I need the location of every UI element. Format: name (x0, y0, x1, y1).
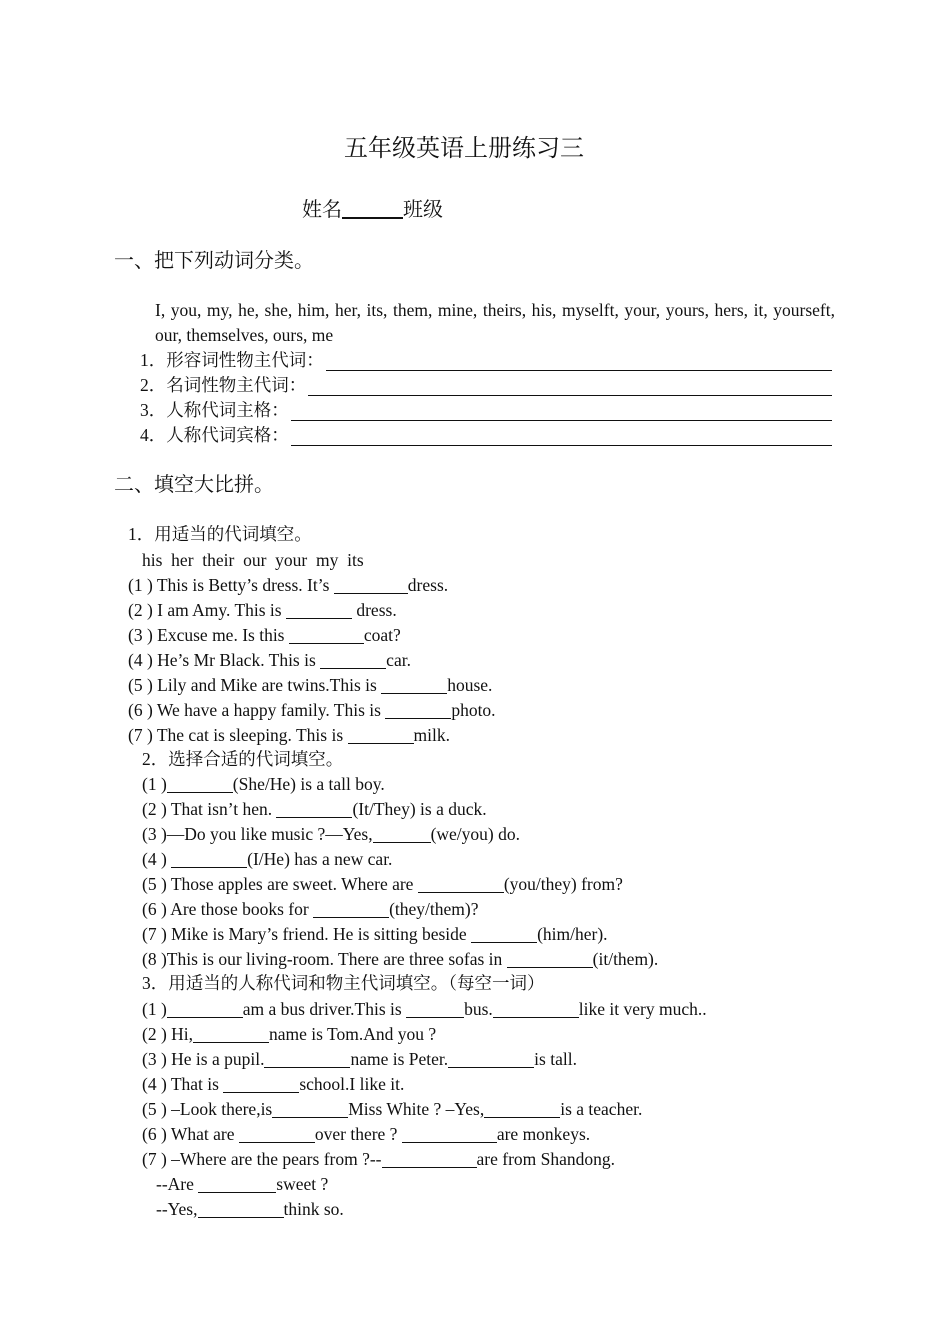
category-subject-pronoun: 3．人称代词主格： (140, 399, 832, 421)
category-adjective-possessive: 1．形容词性物主代词： (140, 349, 832, 371)
answer-blank[interactable] (289, 625, 364, 644)
list-item: (2 ) That isn’t hen. (It/They) is a duck. (142, 799, 487, 819)
list-item: (4 ) He’s Mr Black. This is car. (128, 650, 411, 670)
list-item: --Yes, think so. (156, 1199, 344, 1219)
list-item: (2 ) Hi, name is Tom.And you ? (142, 1024, 437, 1044)
category-blank[interactable] (291, 429, 832, 446)
answer-blank[interactable] (198, 1199, 284, 1218)
answer-blank[interactable] (171, 849, 247, 868)
answer-blank[interactable] (484, 1099, 560, 1118)
list-item: --Are sweet ? (156, 1174, 329, 1194)
list-item: (1 ) am a bus driver.This is bus. like it very much.. (142, 999, 707, 1019)
category-blank[interactable] (308, 379, 832, 396)
list-item: (4 ) That is school.I like it. (142, 1074, 405, 1094)
list-item: (2 ) I am Amy. This is dress. (128, 600, 397, 620)
list-item: (3 ) Excuse me. Is this coat? (128, 625, 401, 645)
list-item: (6 ) Are those books for (they/them)? (142, 899, 479, 919)
answer-blank[interactable] (223, 1074, 299, 1093)
answer-blank[interactable] (348, 725, 414, 744)
list-item: (6 ) We have a happy family. This is photo. (128, 700, 496, 720)
section1-heading: 一、把下列动词分类。 (114, 250, 314, 272)
list-item: (5 ) Those apples are sweet. Where are (you/they) from? (142, 874, 623, 894)
answer-blank[interactable] (264, 1049, 350, 1068)
name-label: 姓名 (302, 199, 342, 221)
answer-blank[interactable] (382, 1149, 477, 1168)
part2-heading: 2．选择合适的代词填空。 (142, 749, 344, 769)
list-item: (1 ) This is Betty’s dress. It’s dress. (128, 575, 449, 595)
answer-blank[interactable] (239, 1124, 315, 1143)
list-item: (5 ) Lily and Mike are twins.This is house. (128, 675, 493, 695)
list-item: (3 )—Do you like music ?—Yes, (we/you) do. (142, 824, 521, 844)
answer-blank[interactable] (507, 949, 593, 968)
part1-heading: 1．用适当的代词填空。 (128, 524, 312, 544)
answer-blank[interactable] (402, 1124, 497, 1143)
name-class-row (302, 197, 443, 223)
answer-blank[interactable] (385, 700, 451, 719)
list-item: (3 ) He is a pupil. name is Peter. is tall. (142, 1049, 577, 1069)
list-item: (6 ) What are over there ? are monkeys. (142, 1124, 591, 1144)
answer-blank[interactable] (373, 824, 431, 843)
page-title: 五年级英语上册练习三 (344, 136, 584, 162)
name-blank[interactable] (342, 197, 403, 219)
list-item: (1 ) (She/He) is a tall boy. (142, 774, 385, 794)
answer-blank[interactable] (198, 1174, 276, 1193)
category-noun-possessive: 2．名词性物主代词： (140, 374, 832, 396)
answer-blank[interactable] (272, 1099, 348, 1118)
answer-blank[interactable] (167, 774, 233, 793)
list-item: (7 ) Mike is Mary’s friend. He is sitting beside (him/her). (142, 924, 608, 944)
answer-blank[interactable] (448, 1049, 534, 1068)
section2-heading: 二、填空大比拼。 (114, 474, 274, 496)
answer-blank[interactable] (334, 575, 408, 594)
answer-blank[interactable] (381, 675, 447, 694)
category-blank[interactable] (326, 354, 832, 371)
answer-blank[interactable] (406, 999, 464, 1018)
part1-word-bank: his her their our your my its (142, 550, 364, 570)
answer-blank[interactable] (167, 999, 243, 1018)
answer-blank[interactable] (493, 999, 579, 1018)
category-object-pronoun: 4．人称代词宾格： (140, 424, 832, 446)
list-item: (7 ) The cat is sleeping. This is milk. (128, 725, 450, 745)
list-item: (4 ) (I/He) has a new car. (142, 849, 393, 869)
list-item: (7 ) –Where are the pears from ?-- are from Shandong. (142, 1149, 616, 1169)
answer-blank[interactable] (193, 1024, 269, 1043)
pronoun-word-list: I, you, my, he, she, him, her, its, them, mine, theirs, his, myselft, your, yours, hers, it, yourseft, our, themselves, ours, me (155, 300, 835, 345)
answer-blank[interactable] (418, 874, 504, 893)
answer-blank[interactable] (471, 924, 537, 943)
class-label: 班级 (403, 199, 443, 221)
list-item: (5 ) –Look there,is Miss White ? –Yes, is a teacher. (142, 1099, 643, 1119)
answer-blank[interactable] (276, 799, 352, 818)
answer-blank[interactable] (313, 899, 389, 918)
list-item: (8 )This is our living-room. There are three sofas in (it/them). (142, 949, 659, 969)
answer-blank[interactable] (320, 650, 386, 669)
answer-blank[interactable] (286, 600, 352, 619)
part3-heading: 3．用适当的人称代词和物主代词填空。（每空一词） (142, 973, 545, 993)
category-blank[interactable] (291, 404, 832, 421)
